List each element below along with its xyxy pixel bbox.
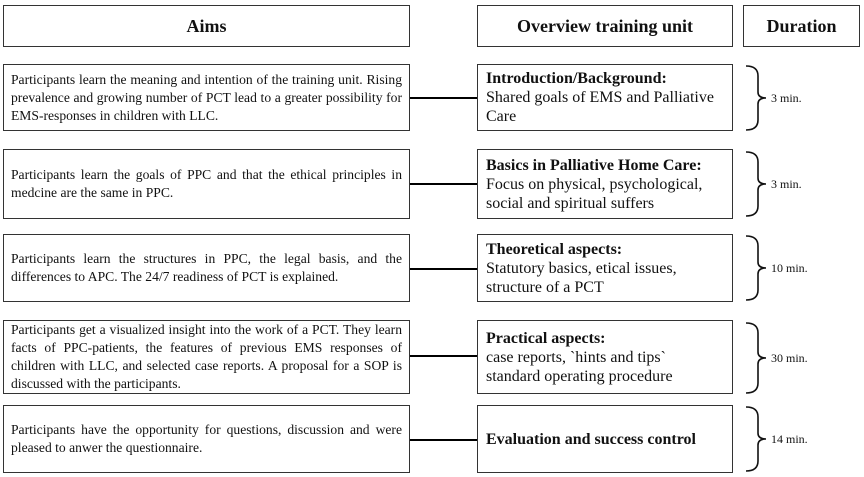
connector-4 [410, 355, 477, 357]
aim-text-4: Participants get a visualized insight into the work of a PCT. They learn facts of PPC-patients, the features of previous EMS responses of children with LLC, and selected case reports. A proposal for a SOP is discussed with the participants. [11, 322, 402, 391]
duration-2: 3 min. [771, 177, 802, 191]
overview-box-5 [477, 405, 733, 473]
connector-2 [410, 183, 477, 185]
brace-5 [744, 405, 770, 473]
connector-3 [410, 268, 477, 270]
overview-title-4: Practical aspects: [486, 329, 606, 347]
duration-4: 30 min. [771, 351, 808, 365]
overview-body-4-line-2: standard operating procedure [486, 367, 673, 385]
overview-title-3: Theoretical aspects: [486, 240, 623, 258]
overview-box-1 [477, 64, 733, 131]
header-duration [743, 5, 860, 47]
overview-title-1: Introduction/Background: [486, 70, 667, 87]
duration-1: 3 min. [771, 91, 802, 105]
overview-box-4 [477, 320, 733, 394]
overview-title-5: Evaluation and success control [486, 430, 696, 448]
header-aims-label: Aims [186, 15, 227, 36]
overview-title-2: Basics in Palliative Home Care: [486, 156, 702, 174]
brace-1 [744, 64, 770, 132]
aim-box-2 [3, 149, 410, 219]
aim-box-5 [3, 405, 410, 473]
aim-box-4 [3, 320, 410, 394]
header-aims [3, 5, 410, 47]
overview-body-3: Statutory basics, etical issues, structure of a PCT [486, 259, 677, 296]
brace-3 [744, 234, 770, 302]
overview-body-4-line-1: case reports, `hints and tips` [486, 348, 666, 366]
aim-text-5: Participants have the opportunity for questions, discussion and were pleased to anwer the questionnaire. [11, 422, 402, 455]
aim-box-3 [3, 234, 410, 302]
header-overview [477, 5, 733, 47]
overview-box-3 [477, 234, 733, 302]
aim-box-1 [3, 64, 410, 131]
aim-text-1: Participants learn the meaning and intention of the training unit. Rising prevalence and growing number of PCT lead to a greater possibility for EMS-responses in children with LLC. [11, 71, 402, 123]
duration-5: 14 min. [771, 432, 808, 446]
brace-2 [744, 150, 770, 218]
brace-4 [744, 321, 770, 395]
duration-3: 10 min. [771, 261, 808, 275]
aim-text-2: Participants learn the goals of PPC and that the ethical principles in medcine are the same in PPC. [11, 167, 402, 200]
header-overview-label: Overview training unit [517, 15, 693, 36]
header-duration-label: Duration [766, 15, 837, 36]
connector-1 [410, 97, 477, 99]
aim-text-3: Participants learn the structures in PPC, the legal basis, and the differences to APC. The 24/7 readiness of PCT is explained. [11, 251, 402, 284]
overview-box-2 [477, 149, 733, 219]
overview-body-2: Focus on physical, psychological, social and spiritual suffers [486, 175, 703, 212]
overview-body-1: Shared goals of EMS and Palliative Care [486, 89, 714, 125]
connector-5 [410, 439, 477, 441]
